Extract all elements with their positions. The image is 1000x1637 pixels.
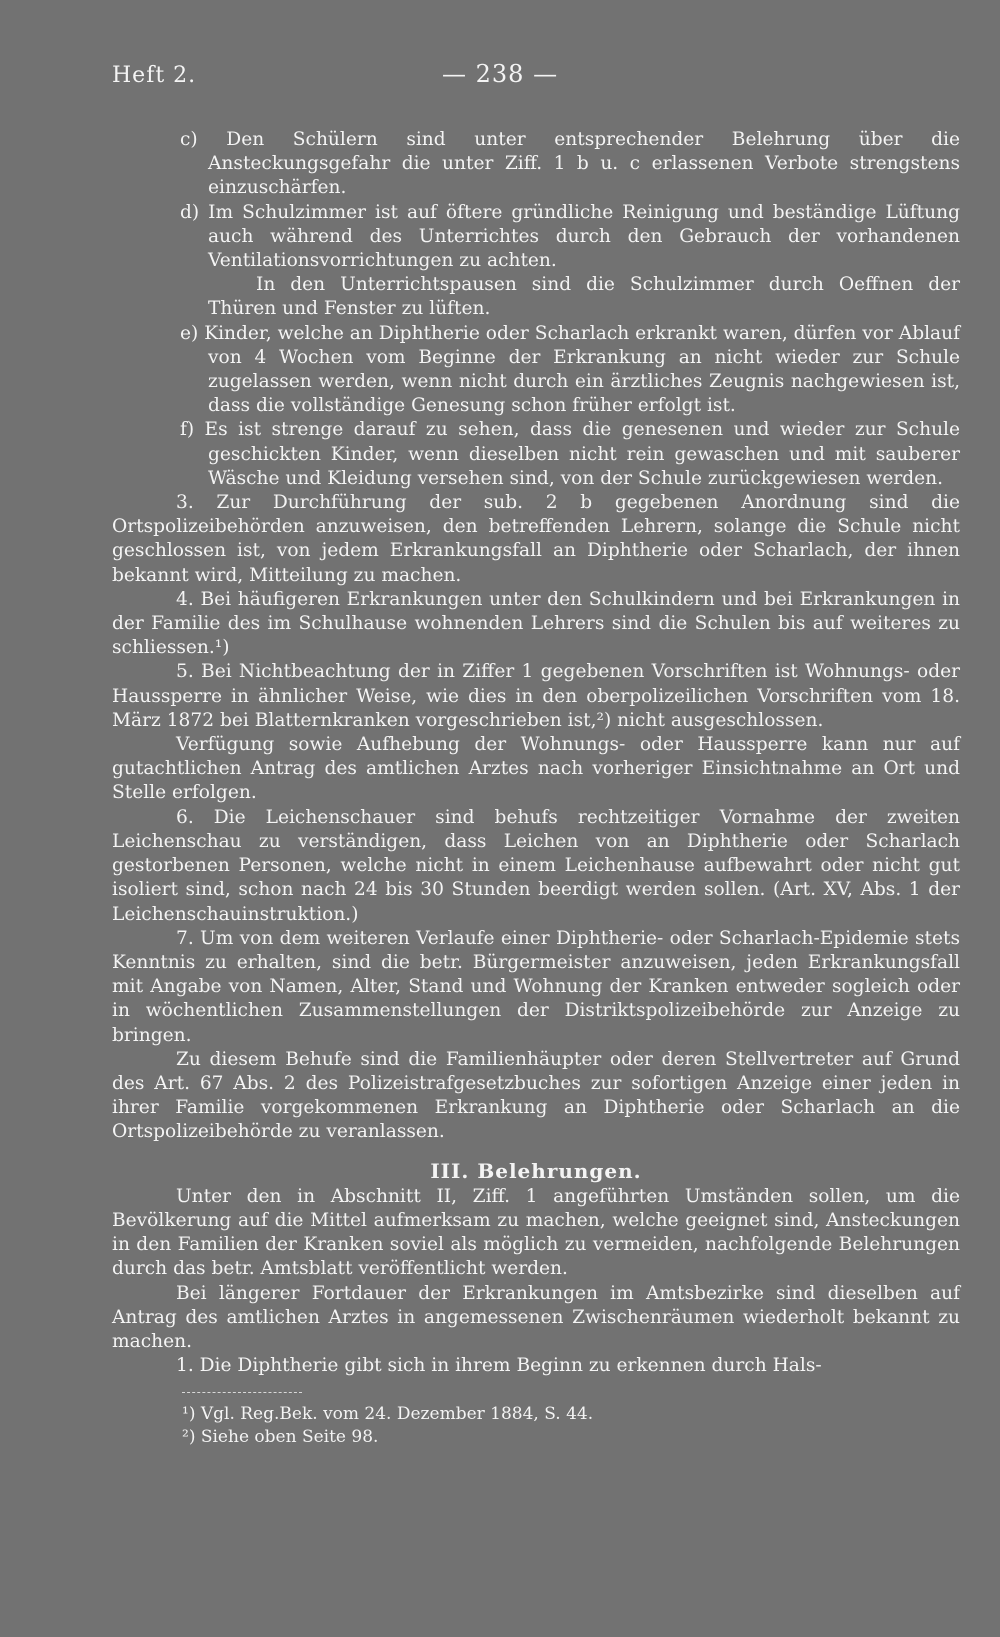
issue-label: Heft 2. bbox=[112, 63, 197, 88]
paragraph-d-continued: In den Unterrichtspausen sind die Schulzimmer durch Oeffnen der Thüren und Fenster zu lüften. bbox=[208, 274, 960, 320]
page-header bbox=[112, 60, 960, 96]
paragraph-3: 3. Zur Durchführung der sub. 2 b gegebenen Anordnung sind die Ortspolizeibehörden anzuweisen, den betreffenden Lehrern, solange die Schule nicht geschlossen ist, von jedem Erkrankungsfall an Diphtherie oder Scharlach, der ihnen bekannt wird, Mitteilung zu machen. bbox=[112, 492, 960, 586]
paragraph-7-continued: Zu diesem Behufe sind die Familienhäupter oder deren Stellvertreter auf Grund des Art. 67 Abs. 2 des Polizeistrafgesetzbuches zur sofortigen Anzeige einer jeden in ihrer Familie vorgekommenen Erkrankung an Diphtherie oder Scharlach an die Ortspolizeibehörde zu veranlassen. bbox=[112, 1048, 960, 1143]
paragraph-5: 5. Bei Nichtbeachtung der in Ziffer 1 gegebenen Vorschriften ist Wohnungs- oder Haussperre in ähnlicher Weise, wie dies in den oberpolizeilichen Vorschriften vom 18. März 1872 bei Blatternkranken vorgeschrieben ist,²) nicht ausgeschlossen. bbox=[112, 661, 960, 731]
paragraph-belehrungen-3: 1. Die Diphtherie gibt sich in ihrem Beginn zu erkennen durch Hals- bbox=[176, 1355, 822, 1377]
paragraph-e: e) Kinder, welche an Diphtherie oder Scharlach erkrankt waren, dürfen vor Ablauf von 4 Wochen vom Beginne der Erkrankung an nicht wieder zur Schule zugelassen werden, wenn nicht durch ein ärztliches Zeugnis nachgewiesen ist, dass die vollständige Genesung schon früher erfolgt ist. bbox=[180, 322, 960, 417]
footnote-2: ²) Siehe oben Seite 98. bbox=[182, 1427, 379, 1448]
paragraph-f: f) Es ist strenge darauf zu sehen, dass die genesenen und wieder zur Schule geschickten Kinder, wenn dieselben nicht rein gewaschen und mit sauberer Wäsche und Kleidung versehen sind, von der Schule zurückgewiesen werden. bbox=[180, 419, 960, 489]
paragraph-d: d) Im Schulzimmer ist auf öftere gründliche Reinigung und beständige Lüftung auch während des Unterrichtes durch den Gebrauch der vorhandenen Ventilationsvorrichtungen zu achten. bbox=[180, 201, 960, 272]
section-heading: III. Belehrungen. bbox=[430, 1158, 642, 1183]
page-number: — 238 — bbox=[442, 60, 559, 88]
footnote-1: ¹) Vgl. Reg.Bek. vom 24. Dezember 1884, S. 44. bbox=[182, 1404, 594, 1425]
footnote-divider bbox=[182, 1392, 302, 1393]
paragraph-4: 4. Bei häufigeren Erkrankungen unter den Schulkindern und bei Erkrankungen in der Familie des im Schulhause wohnenden Lehrers sind die Schulen bis auf weiteres zu schliessen.¹) bbox=[112, 588, 960, 659]
paragraph-7: 7. Um von dem weiteren Verlaufe einer Diphtherie- oder Scharlach-Epidemie stets Kenntnis zu erhalten, sind die betr. Bürgermeister anzuweisen, jeden Erkrankungsfall mit Angabe von Namen, Alter, Stand und Wohnung der Kranken entweder sogleich oder in wöchentlichen Zusammenstellungen der Distriktspolizeibehörde zur Anzeige zu bringen. bbox=[112, 927, 960, 1046]
paragraph-5-continued: Verfügung sowie Aufhebung der Wohnungs- oder Haussperre kann nur auf gutachtlichen Antrag des amtlichen Arztes nach vorheriger Einsichtnahme an Ort und Stelle erfolgen. bbox=[112, 734, 960, 804]
paragraph-6: 6. Die Leichenschauer sind behufs rechtzeitiger Vornahme der zweiten Leichenschau zu verständigen, dass Leichen von an Diphtherie oder Scharlach gestorbenen Personen, welche nicht in einem Leichenhause aufbewahrt oder nicht gut isoliert sind, schon nach 24 bis 30 Stunden beerdigt werden sollen. (Art. XV, Abs. 1 der Leichenschauinstruktion.) bbox=[112, 806, 960, 925]
paragraph-c: c) Den Schülern sind unter entsprechender Belehrung über die Ansteckungsgefahr die unter Ziff. 1 b u. c erlassenen Verbote strengstens einzuschärfen. bbox=[180, 129, 960, 199]
paragraph-belehrungen-1: Unter den in Abschnitt II, Ziff. 1 angeführten Umständen sollen, um die Bevölkerung auf die Mittel aufmerksam zu machen, welche geeignet sind, Ansteckungen in den Familien der Kranken soviel als möglich zu vermeiden, nachfolgende Belehrungen durch das betr. Amtsblatt veröffentlicht werden. bbox=[112, 1185, 960, 1280]
document-body bbox=[112, 128, 960, 1378]
paragraph-belehrungen-2: Bei längerer Fortdauer der Erkrankungen im Amtsbezirke sind dieselben auf Antrag des amtlichen Arztes in angemessenen Zwischenräumen wiederholt bekannt zu machen. bbox=[112, 1282, 960, 1352]
footnotes bbox=[112, 1403, 960, 1449]
